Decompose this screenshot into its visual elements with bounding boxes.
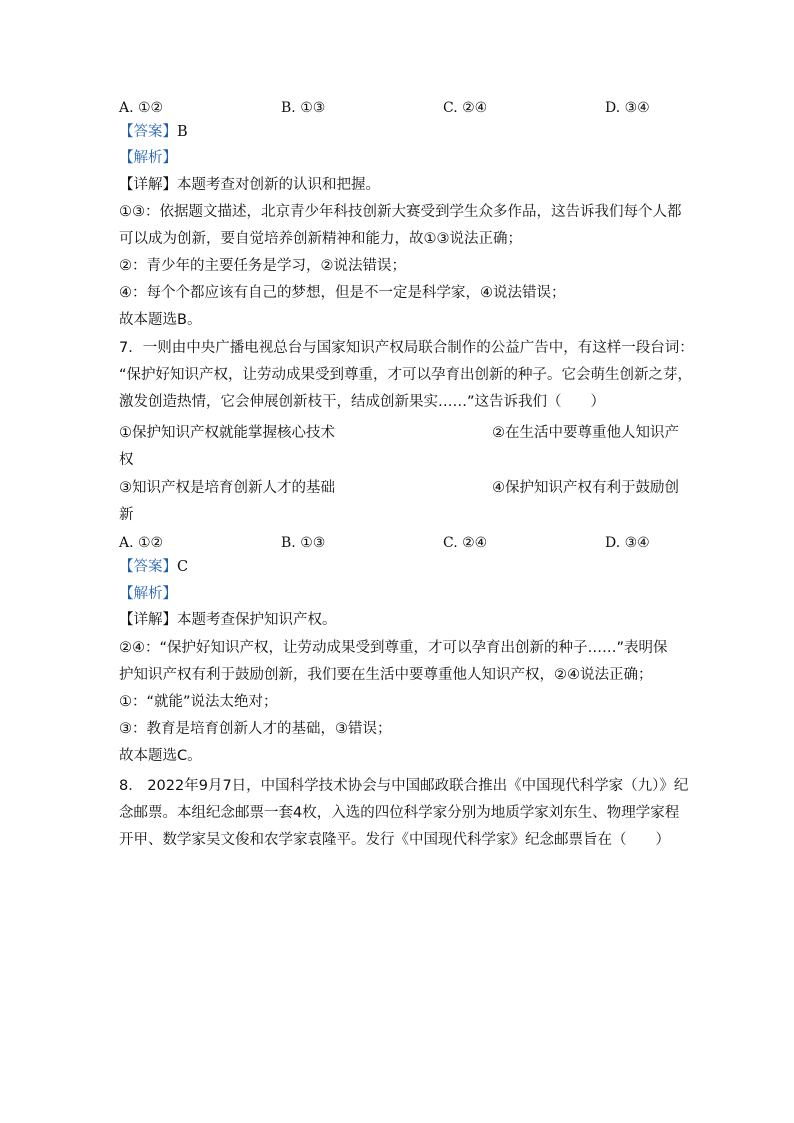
answer-tag: 【答案】 <box>119 559 177 575</box>
q7-analysis-tag: 【解析】 <box>119 586 177 602</box>
q7-answer <box>119 557 188 577</box>
q6-line-1: ①③：依据题文描述，北京青少年科技创新大赛受到学生众多作品，这告诉我们每个人都 <box>119 204 682 220</box>
detail-tag: 【详解】 <box>119 612 177 628</box>
detail-text: 本题考查对创新的认识和把握。 <box>177 177 380 193</box>
q7-line-4: ③：教育是培育创新人才的基础，③错误； <box>119 721 392 737</box>
answer-value: B <box>177 124 188 140</box>
q7-stem-1: 7．一则由中央广播电视总台与国家知识产权局联合制作的公益广告中，有这样一段台词： <box>119 340 694 356</box>
q7-line-5: 故本题选C。 <box>119 748 202 764</box>
q7-detail <box>119 610 337 630</box>
q8-stem-2: 念邮票。本组纪念邮票一套4枚，入选的四位科学家分别为地质学家刘东生、物理学家程 <box>119 805 680 821</box>
q7-choice-4-wrap: 新 <box>119 507 134 523</box>
q6-line-3: ②：青少年的主要任务是学习，②说法错误； <box>119 258 406 274</box>
q7-choice-2: ②在生活中要尊重他人知识产 <box>492 425 679 441</box>
q7-line-1: ②④：“保护好知识产权，让劳动成果受到尊重，才可以孕育出创新的种子……”表明保 <box>119 640 668 656</box>
q7-choice-4: ④保护知识产权有利于鼓励创 <box>492 480 679 496</box>
q6-option-d: D. ③④ <box>605 100 650 116</box>
q8-stem-3: 开甲、数学家吴文俊和农学家袁隆平。发行《中国现代科学家》纪念邮票旨在（ ） <box>119 832 670 848</box>
q7-option-b: B. ①③ <box>281 535 326 551</box>
q6-option-a: A. ①② <box>119 100 164 116</box>
q6-line-4: ④：每个个都应该有自己的梦想，但是不一定是科学家，④说法错误； <box>119 285 566 301</box>
q7-stem-3: 激发创造热情，它会伸展创新枝干，结成创新果实……”这告诉我们（ ） <box>119 394 606 410</box>
answer-tag: 【答案】 <box>119 124 177 140</box>
detail-text: 本题考查保护知识产权。 <box>177 612 337 628</box>
q6-line-2: 可以成为创新，要自觉培养创新精神和能力，故①③说法正确； <box>119 231 522 247</box>
q6-option-c: C. ②④ <box>443 100 488 116</box>
q6-option-b: B. ①③ <box>281 100 326 116</box>
q6-detail <box>119 175 380 195</box>
q7-option-a: A. ①② <box>119 535 164 551</box>
q7-option-c: C. ②④ <box>443 535 488 551</box>
q6-answer <box>119 122 188 142</box>
q6-analysis-tag: 【解析】 <box>119 150 177 166</box>
q7-option-d: D. ③④ <box>605 535 650 551</box>
q8-stem-1: 8． 2022年9月7日，中国科学技术协会与中国邮政联合推出《中国现代科学家（九）》纪 <box>119 778 689 794</box>
answer-value: C <box>177 559 189 575</box>
q7-line-2: 护知识产权有利于鼓励创新，我们要在生活中要尊重他人知识产权，②④说法正确； <box>119 667 653 683</box>
q6-line-5: 故本题选B。 <box>119 312 202 328</box>
q7-choice-2-wrap: 权 <box>119 452 134 468</box>
detail-tag: 【详解】 <box>119 177 177 193</box>
q7-choice-3: ③知识产权是培育创新人才的基础 <box>119 480 335 496</box>
q7-line-3: ①：“就能”说法太绝对； <box>119 694 278 710</box>
q7-choice-1: ①保护知识产权就能掌握核心技术 <box>119 425 335 441</box>
q7-stem-2: “保护好知识产权，让劳动成果受到尊重，才可以孕育出创新的种子。它会萌生创新之芽， <box>119 367 693 383</box>
